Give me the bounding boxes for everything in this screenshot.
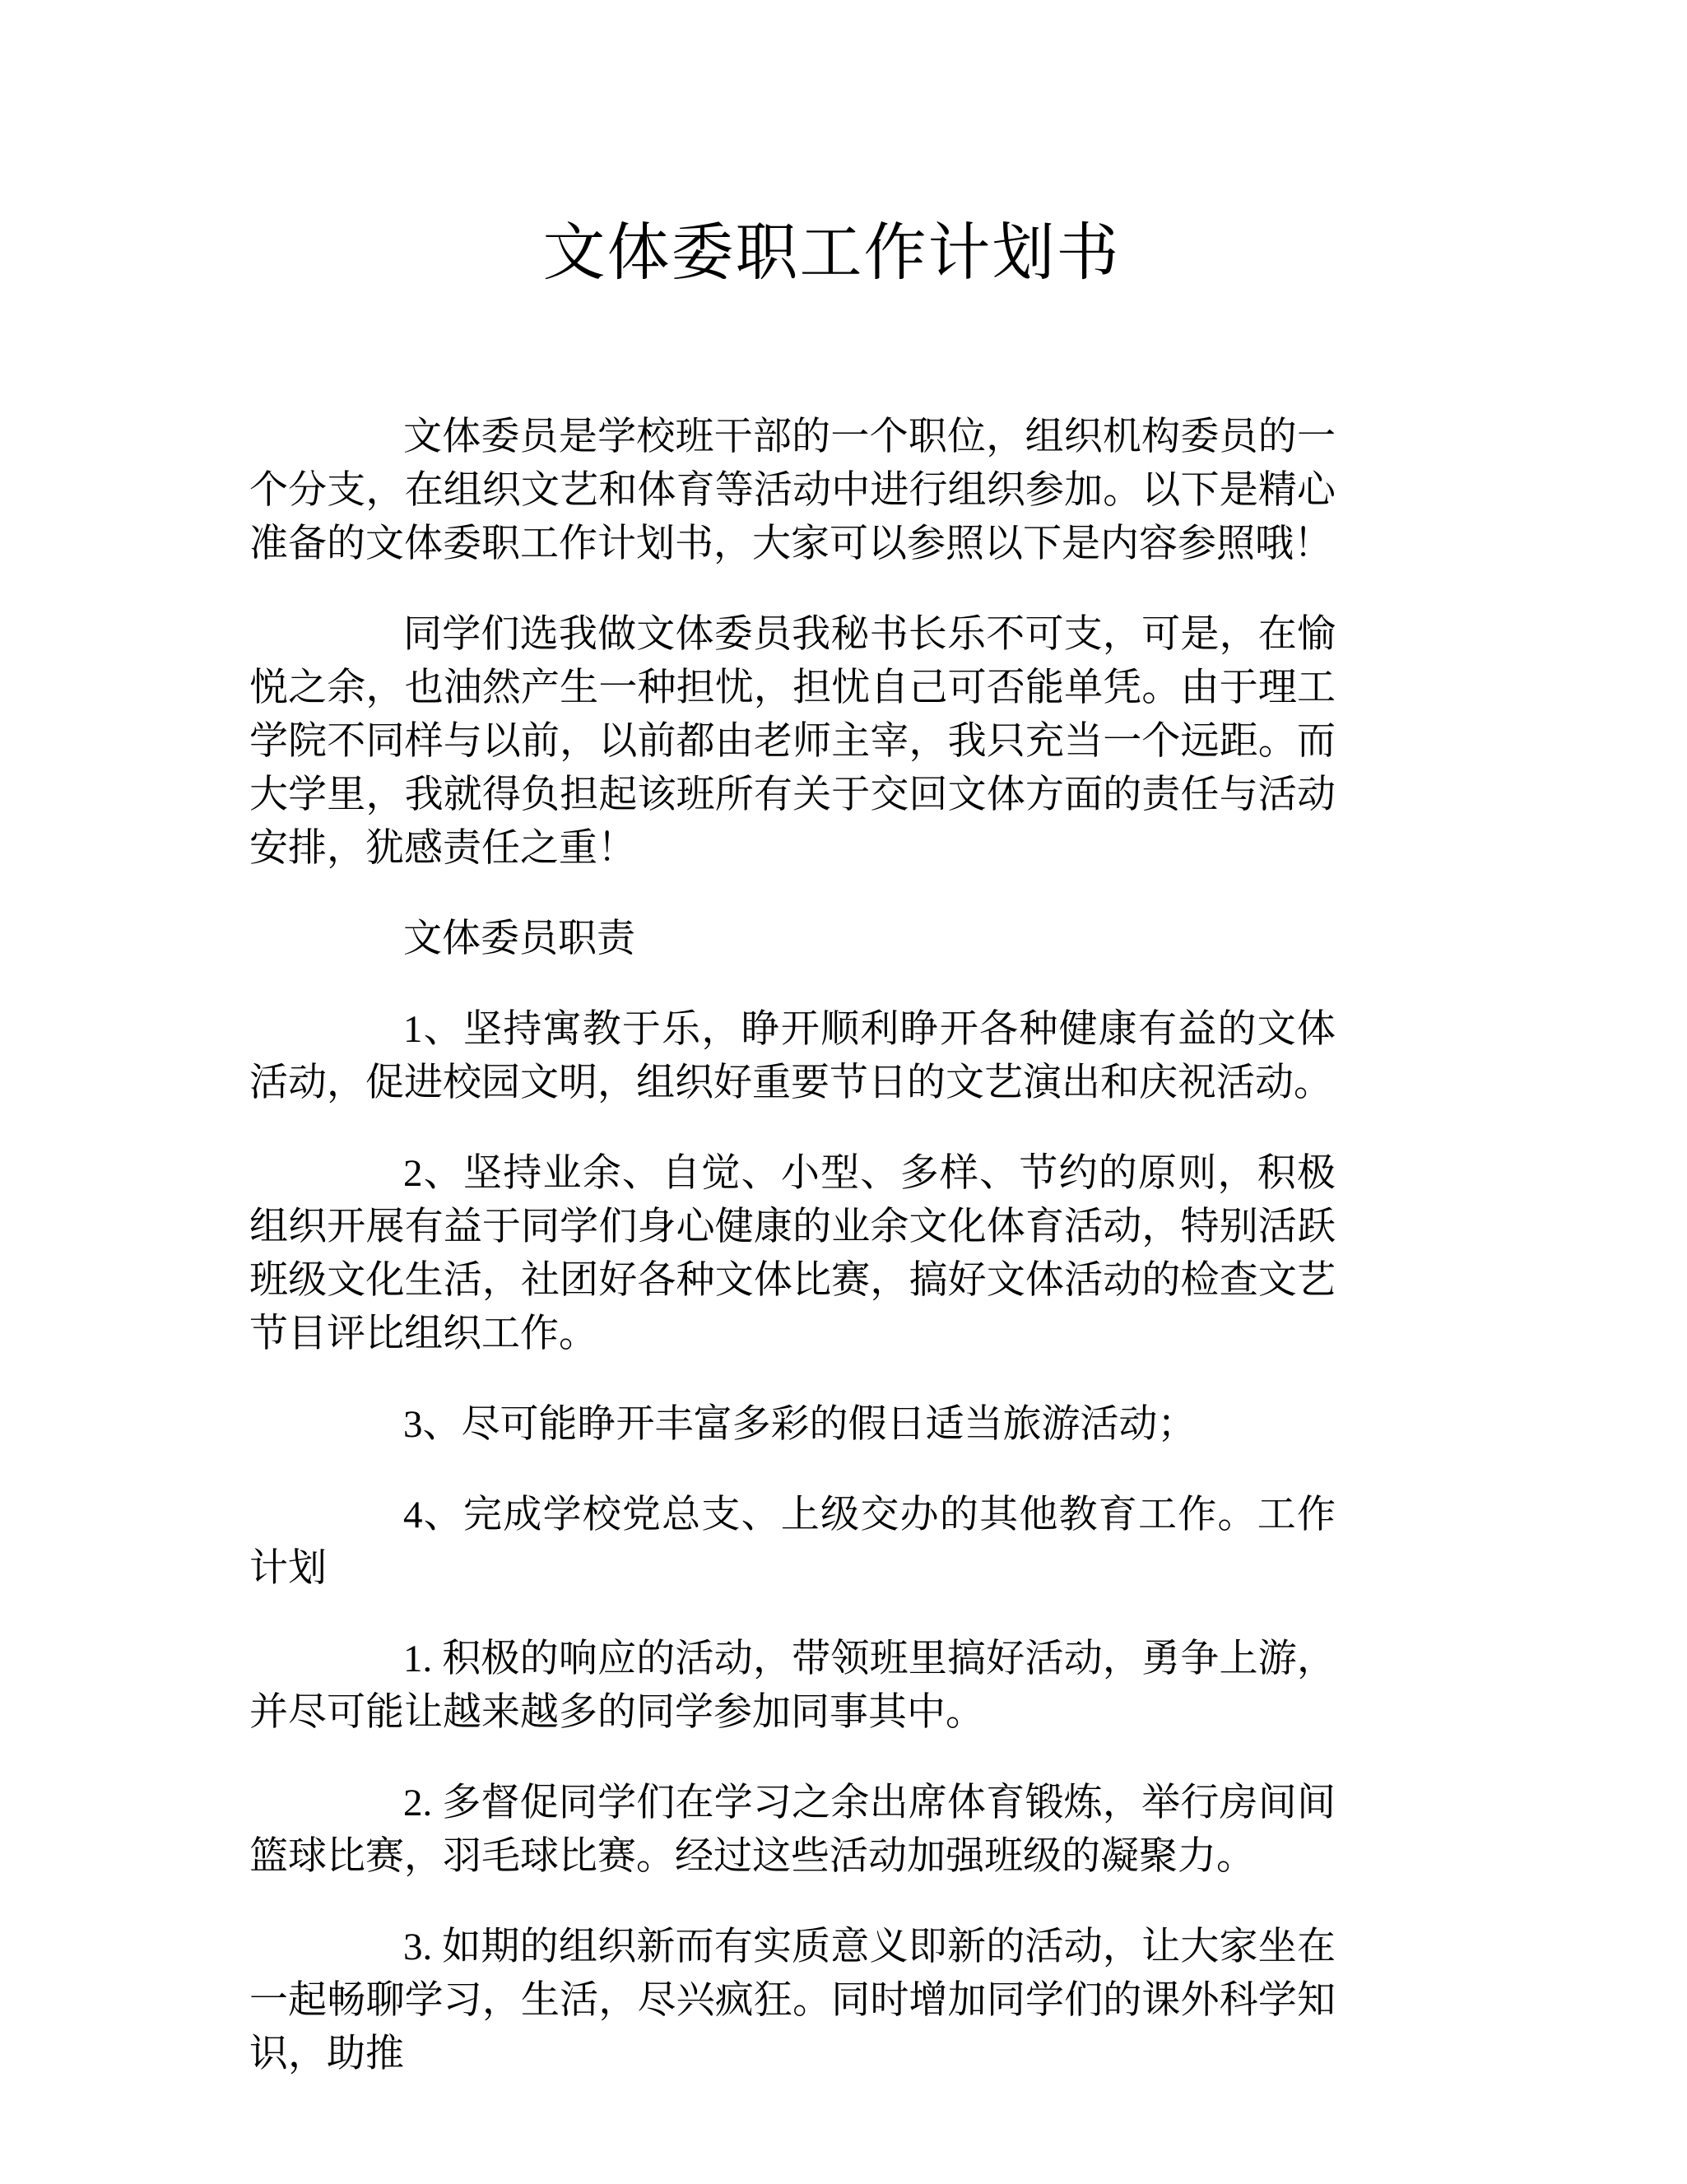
paragraph-reflection: 同学们选我做文体委员我秘书长乐不可支，可是，在愉悦之余，也油然产生一种担忧，担忧自己可否能单凭。由于理工学院不同样与以前，以前都由老师主宰，我只充当一个远距。而大学里，我就得负担起该班所有关于交回文体方面的责任与活动安排，犹感责任之重！	[249, 613, 1336, 870]
duty-item-3: 3、尽可能睁开丰富多彩的假日适当旅游活动；	[403, 1403, 1197, 1446]
duty-item-1: 1、坚持寓教于乐，睁开顺利睁开各种健康有益的文体活动，促进校园文明，组织好重要节日的文艺演出和庆祝活动。	[249, 1008, 1336, 1104]
duty-item-4-and-plan-heading: 4、完成学校党总支、上级交办的其他教育工作。工作计划	[249, 1494, 1336, 1590]
paragraph-intro: 文体委员是学校班干部的一个职位，组织机构委员的一个分支，在组织文艺和体育等活动中进行组织参加。以下是精心准备的文体委职工作计划书，大家可以参照以下是内容参照哦！	[249, 416, 1336, 565]
page-title: 文体委职工作计划书	[542, 219, 1121, 288]
document-content	[249, 0, 1336, 2118]
duty-item-2: 2、坚持业余、自觉、小型、多样、节约的原则，积极组织开展有益于同学们身心健康的业余文化体育活动，特别活跃班级文化生活，社团好各种文体比赛，搞好文体活动的检查文艺节目评比组织工作。	[249, 1152, 1336, 1355]
plan-item-3: 3. 如期的组织新而有实质意义即新的活动，让大家坐在一起畅聊学习，生活，尽兴疯狂。同时增加同学们的课外科学知识，助推	[249, 1926, 1336, 2075]
plan-item-1: 1. 积极的响应的活动，带领班里搞好活动，勇争上游，并尽可能让越来越多的同学参加同事其中。	[249, 1638, 1336, 1734]
plan-item-2: 2. 多督促同学们在学习之余出席体育锻炼，举行房间间篮球比赛，羽毛球比赛。经过这些活动加强班级的凝聚力。	[249, 1782, 1336, 1878]
heading-duties: 文体委员职责	[403, 918, 635, 960]
